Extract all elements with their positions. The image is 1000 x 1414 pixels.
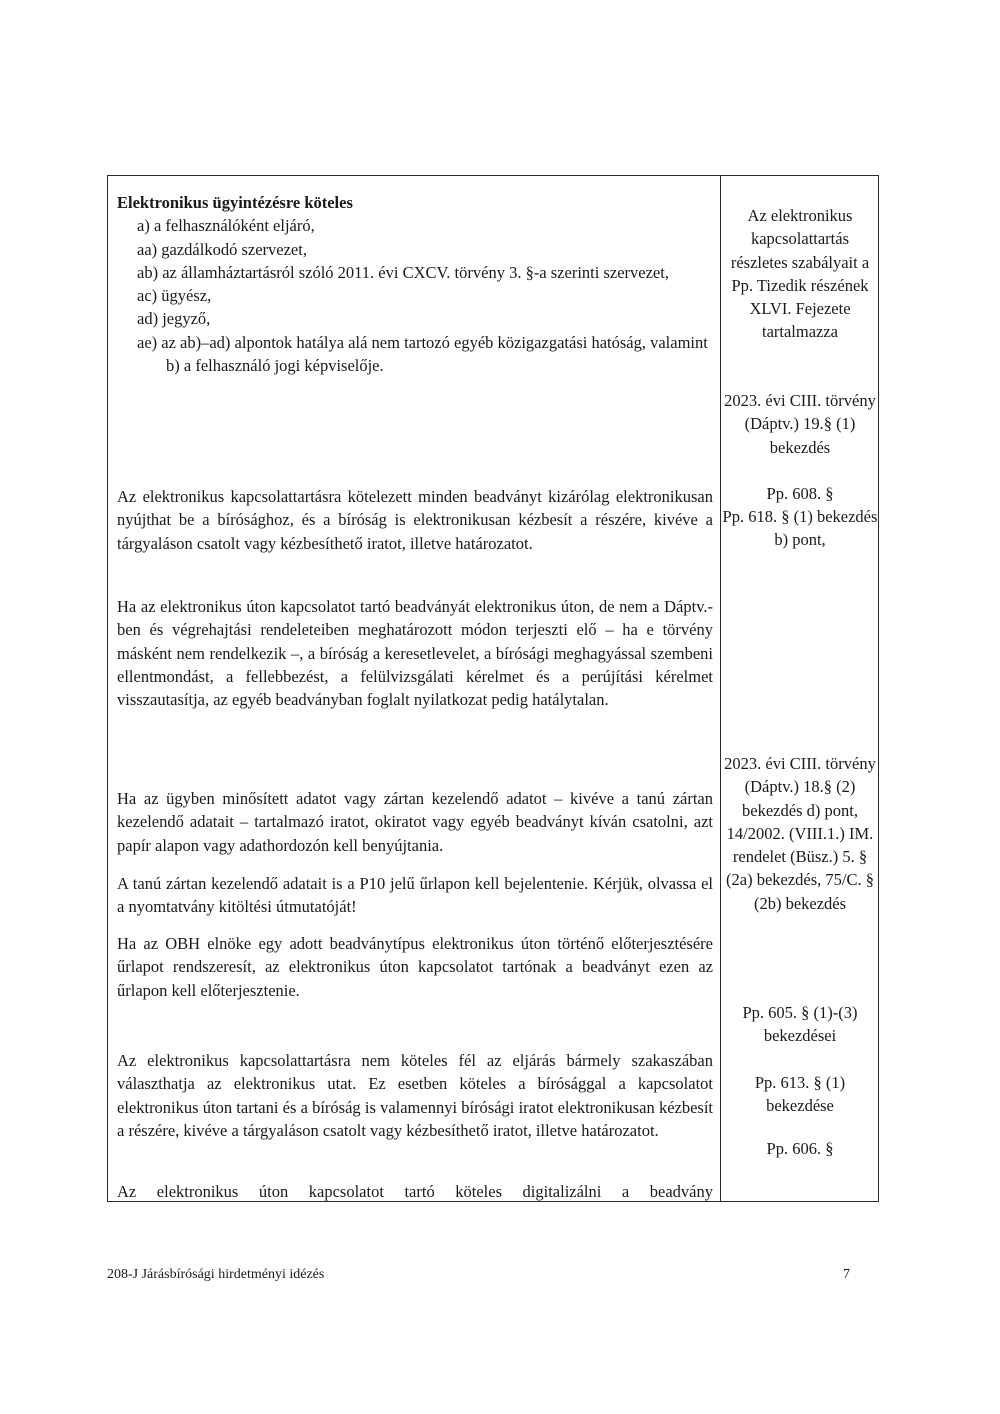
list-item: ad) jegyző,: [137, 309, 211, 329]
reference: [722, 482, 878, 505]
section-title: Elektronikus ügyintézésre köteles: [117, 193, 353, 212]
section-obligated-parties: [117, 191, 713, 377]
paragraph-text: Az elektronikus úton kapcsolatot tartó köteles digitalizálni a beadvány: [117, 1182, 713, 1201]
paragraph: [117, 485, 713, 555]
paragraph-text: Ha az OBH elnöke egy adott beadványtípus elektronikus úton történő előterjesztésére űrlapot rendszeresít, az elektronikus úton kapcsolatot tartónak a beadványt ezen az űrlapon kell előterjesztenie.: [117, 934, 713, 1000]
reference-text: Az elektronikus kapcsolattartás részletes szabályait a Pp. Tizedik részének XLVI. Fejezete tartalmazza: [730, 206, 870, 342]
paragraph-text: Ha az elektronikus úton kapcsolatot tartó beadványát elektronikus úton, de nem a Dáptv.-ben és végrehajtási rendeleteiben meghatározott módon terjeszti elő – ha e törvény másként nem rendelkezik –, a bíróság a keresetlevelet, a bírósági meghagyással szembeni ellentmondást, a fellebbezést, a felülvizsgálati kérelmet és a perújítási kérelmet visszautasítja, az egyéb beadványban foglalt nyilatkozat pedig hatálytalan.: [117, 597, 713, 710]
reference-text: Pp. 605. § (1)-(3) bekezdései: [742, 1003, 858, 1046]
reference: [722, 1001, 878, 1048]
reference: [722, 1137, 878, 1160]
paragraph: [117, 787, 713, 857]
paragraph-text: Az elektronikus kapcsolattartásra nem köteles fél az eljárás bármely szakaszában választhatja az elektronikus utat. Ez esetben köteles a bírósággal a kapcsolatot elektronikus úton tartani és a bíróság is valamennyi bírósági iratot elektronikusan kézbesít a részére, kivéve a tárgyaláson csatolt vagy kézbesíthető iratot, illetve határozatot.: [117, 1051, 713, 1140]
list-item: aa) gazdálkodó szervezet,: [137, 239, 307, 259]
footer-page-number: 7: [843, 1267, 850, 1282]
reference-text: Pp. 618. § (1) bekezdés b) pont,: [722, 507, 878, 550]
reference: [722, 204, 878, 344]
paragraph: [117, 872, 713, 919]
reference-text: Pp. 613. § (1) bekezdése: [754, 1073, 846, 1116]
paragraph-text: Ha az ügyben minősített adatot vagy zártan kezelendő adatot – kivéve a tanú zártan kezelendő adatait – tartalmazó iratot, okiratot vagy egyéb beadványt kíván csatolni, azt papír alapon vagy adathordozón kell benyújtania.: [117, 789, 713, 855]
reference-text: 2023. évi CIII. törvény (Dáptv.) 19.§ (1) bekezdés: [724, 391, 876, 457]
reference: [722, 389, 878, 459]
list-item: ae) az ab)–ad) alpontok hatálya alá nem tartozó egyéb közigazgatási hatóság, valamint: [137, 332, 708, 352]
paragraph-text: A tanú zártan kezelendő adatait is a P10 jelű űrlapon kell bejelentenie. Kérjük, olvassa el a nyomtatvány kitöltési útmutatóját!: [117, 874, 713, 917]
reference: [722, 505, 878, 552]
list-item: ab) az államháztartásról szóló 2011. évi CXCV. törvény 3. §-a szerinti szervezet,: [137, 262, 669, 282]
paragraph: [117, 932, 713, 1002]
reference: [722, 752, 878, 915]
paragraph-text: Az elektronikus kapcsolattartásra kötelezett minden beadványt kizárólag elektronikusan nyújthat be a bírósághoz, és a bíróság is elektronikusan kézbesít a részére, kivéve a tárgyaláson csatolt vagy kézbesíthető iratot, illetve határozatot.: [117, 487, 713, 553]
reference-text: Pp. 606. §: [766, 1139, 834, 1158]
list-item: a) a felhasználóként eljáró,: [137, 216, 315, 236]
reference-text: Pp. 608. §: [766, 484, 834, 503]
reference: [722, 1071, 878, 1118]
paragraph: [117, 1180, 713, 1203]
list-item: b) a felhasználó jogi képviselője.: [166, 356, 384, 376]
footer-document-title: 208-J Járásbírósági hirdetményi idézés: [107, 1267, 325, 1282]
reference-text: 2023. évi CIII. törvény (Dáptv.) 18.§ (2) bekezdés d) pont, 14/2002. (VIII.1.) IM. rendelet (Büsz.) 5. § (2a) bekezdés, 75/C. § (2b) bekezdés: [724, 754, 876, 913]
column-divider: [720, 175, 721, 1202]
list-item: ac) ügyész,: [137, 286, 212, 306]
paragraph: [117, 1049, 713, 1142]
paragraph: [117, 595, 713, 711]
